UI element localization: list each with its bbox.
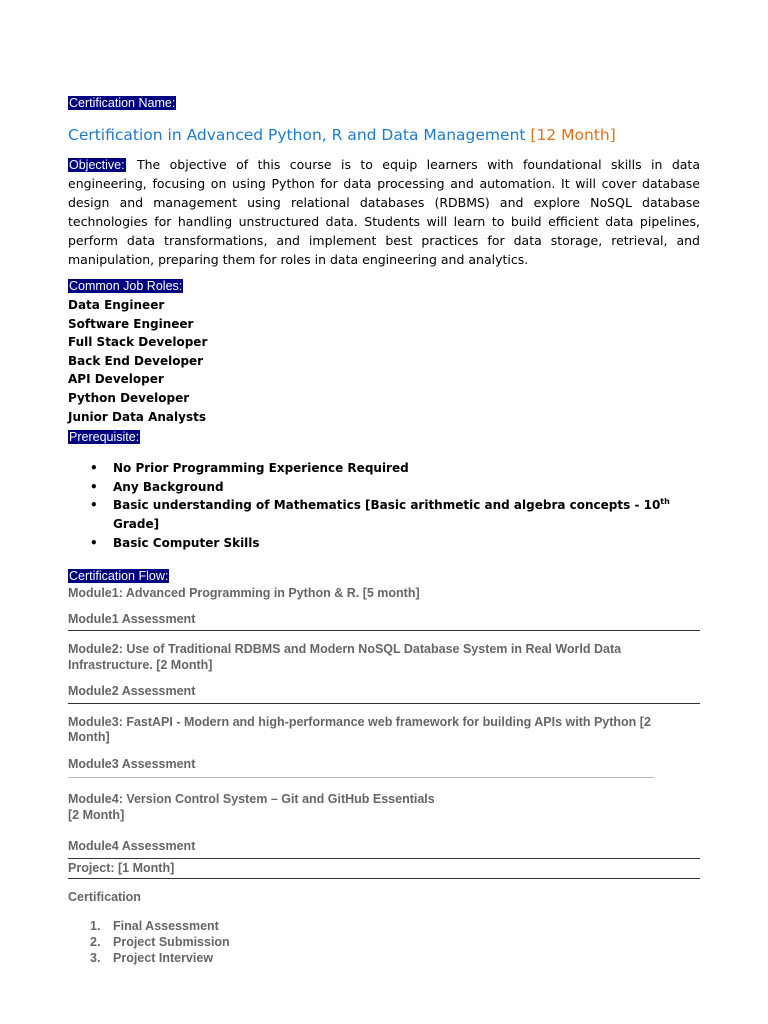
list-item: 2. Project Submission: [90, 934, 230, 949]
module3-title-line2: Month]: [68, 730, 110, 745]
final-steps-list: [68, 918, 700, 967]
list-item: • Basic Computer Skills: [68, 534, 700, 553]
divider: [68, 858, 700, 859]
list-item: Junior Data Analysts: [68, 409, 206, 424]
module1-title: Module1: Advanced Programming in Python & R. [5 month]: [68, 586, 420, 601]
job-roles-label: Common Job Roles:: [69, 279, 183, 293]
module1-assessment: Module1 Assessment: [68, 611, 196, 626]
cert-flow-label: Certification Flow:: [69, 569, 169, 584]
bullet-icon: •: [90, 535, 98, 550]
module4-title-line1: Module4: Version Control System – Git and GitHub Essentials: [68, 792, 435, 807]
list-item: Python Developer: [68, 390, 190, 405]
module2-title-line2: Infrastructure. [2 Month]: [68, 657, 213, 672]
list-item: 1. Final Assessment: [90, 918, 219, 933]
title-duration: [12 Month]: [530, 126, 616, 144]
list-item: Back End Developer: [68, 353, 204, 368]
prerequisite-label: Prerequisite:: [69, 430, 140, 445]
project-title: Project: [1 Month]: [68, 860, 175, 875]
divider: [68, 878, 700, 879]
cert-name-label: Certification Name:: [69, 96, 176, 110]
objective-paragraph: [68, 155, 700, 269]
module4-assessment: Module4 Assessment: [68, 839, 196, 854]
divider: [68, 777, 654, 778]
divider: [68, 703, 700, 704]
job-roles-list: [68, 296, 700, 426]
module2-title-line1: Module2: Use of Traditional RDBMS and Modern NoSQL Database System in Real World Data: [68, 642, 622, 657]
list-item: Data Engineer: [68, 298, 165, 312]
document-page: [68, 92, 700, 966]
objective-label: Objective:: [69, 158, 125, 172]
objective-text: The objective of this course is to equip learners with foundational skills in data engineering, focusing on using Python for data processing and automation. It will cover database design and management using relational databases (RDBMS) and explore NoSQL database technologies for handling unstructured data. Students will learn to build efficient data pipelines, perform data transformations, and implement best practices for data storage, retrieval, and manipulation, preparing them for roles in data engineering and analytics.: [68, 157, 700, 267]
list-item: • No Prior Programming Experience Required: [68, 459, 700, 478]
list-item: • Any Background: [68, 478, 700, 497]
divider: [68, 630, 700, 631]
list-item: Full Stack Developer: [68, 335, 208, 350]
list-item: Software Engineer: [68, 316, 194, 331]
bullet-icon: •: [90, 479, 98, 494]
list-item: • Basic understanding of Mathematics [Basic arithmetic and algebra concepts - 10th Grade]: [90, 497, 670, 531]
certification-title: Certification: [68, 890, 141, 905]
module4-title-line2: [2 Month]: [68, 807, 125, 822]
superscript: th: [660, 497, 670, 507]
bullet-icon: •: [90, 461, 98, 476]
prerequisite-list: [68, 459, 700, 552]
title-main: Certification in Advanced Python, R and Data Management: [68, 126, 526, 144]
module2-assessment: Module2 Assessment: [68, 684, 196, 699]
module3-title-line1: Module3: FastAPI - Modern and high-performance web framework for building APIs with Python [2: [68, 714, 651, 729]
module3-assessment: Module3 Assessment: [68, 756, 196, 771]
page-title: [68, 125, 700, 145]
list-item: API Developer: [68, 372, 164, 387]
list-item: 3. Project Interview: [90, 951, 214, 966]
bullet-icon: •: [90, 498, 98, 513]
